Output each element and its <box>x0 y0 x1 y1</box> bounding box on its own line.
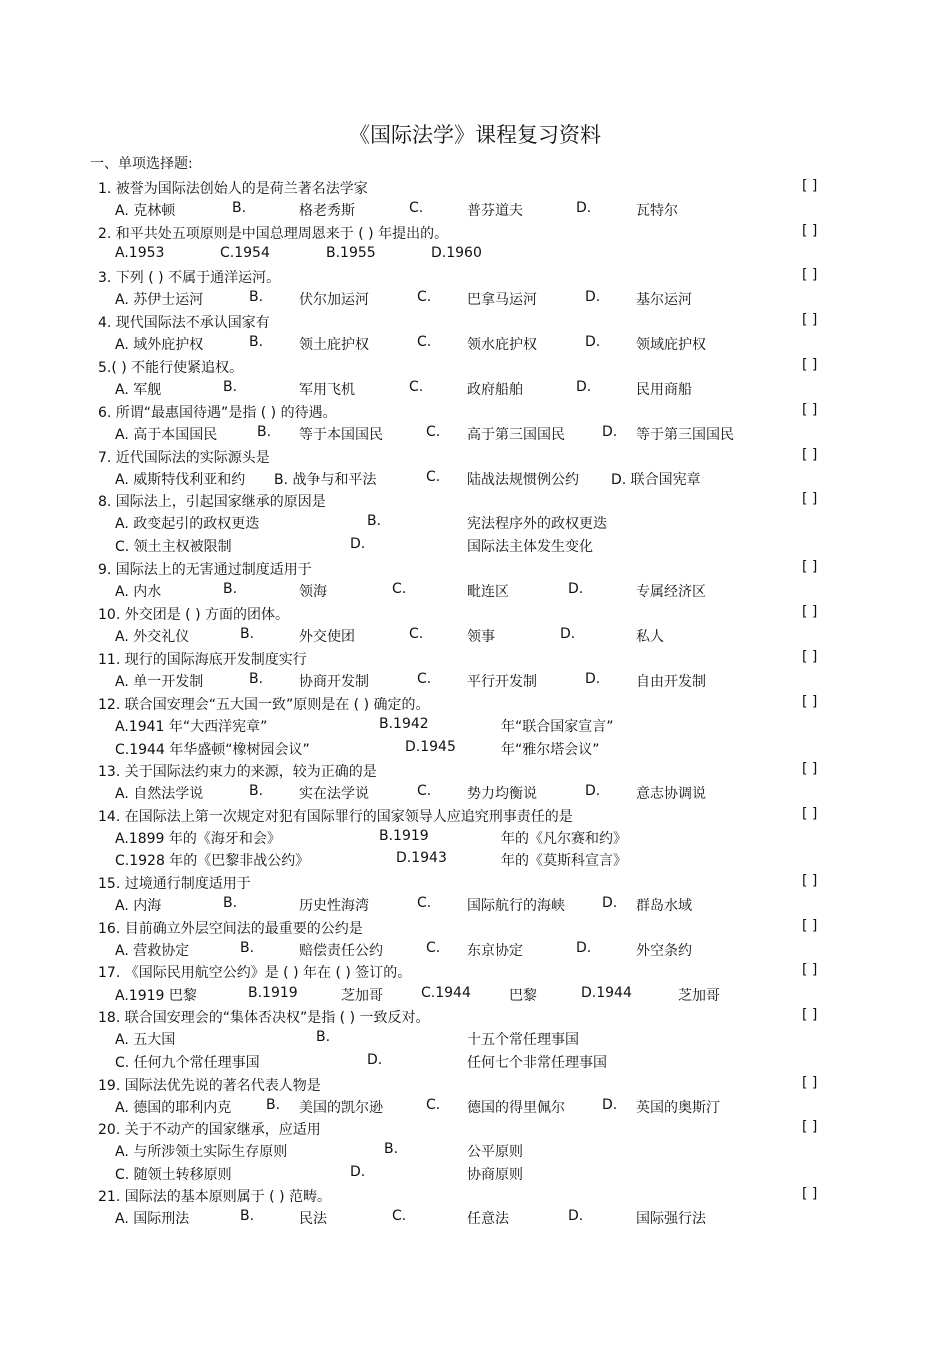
option-row <box>0 828 950 850</box>
option-text: 领海 <box>299 584 327 600</box>
option-row <box>0 581 950 603</box>
option-row <box>0 895 950 917</box>
option-row <box>0 671 950 693</box>
answer-bracket: [ ] <box>802 694 818 710</box>
option-text: 国际航行的海峡 <box>467 898 565 914</box>
question-text: 4. 现代国际法不承认国家有 <box>98 315 270 331</box>
option-text: 民用商船 <box>636 382 692 398</box>
option-text: B. <box>249 671 264 687</box>
option-text: B. <box>232 200 247 216</box>
question-text: 21. 国际法的基本原则属于 ( ) 范畴。 <box>98 1189 331 1205</box>
option-text: 宪法程序外的政权更迭 <box>467 516 607 532</box>
option-text: 国际法主体发生变化 <box>467 539 593 555</box>
option-text: 德国的得里佩尔 <box>467 1100 565 1116</box>
question-row <box>0 873 950 895</box>
question-text: 6. 所谓“最惠国待遇”是指 ( ) 的待遇。 <box>98 405 337 421</box>
option-row <box>0 536 950 558</box>
option-text: C. <box>392 581 407 597</box>
option-row <box>0 716 950 738</box>
question-text: 1. 被誉为国际法创始人的是荷兰著名法学家 <box>98 181 368 197</box>
answer-bracket: [ ] <box>802 491 818 507</box>
question-row <box>0 1075 950 1097</box>
option-text: 历史性海湾 <box>299 898 369 914</box>
option-text: D. <box>568 1208 584 1224</box>
question-text: 5.( ) 不能行使紧追权。 <box>98 360 244 376</box>
question-row <box>0 962 950 984</box>
option-text: C.1944 <box>421 985 471 1001</box>
option-text: 年的《莫斯科宣言》 <box>501 853 627 869</box>
option-text: B. <box>240 940 255 956</box>
option-text: D. <box>602 895 618 911</box>
option-row <box>0 783 950 805</box>
option-text: 英国的奥斯汀 <box>636 1100 720 1116</box>
option-text: 协商开发制 <box>299 674 369 690</box>
option-text: 赔偿责任公约 <box>299 943 383 959</box>
option-text: D. <box>568 581 584 597</box>
option-text: B.1942 <box>379 716 429 732</box>
option-text: B. <box>249 334 264 350</box>
option-text: A. 单一开发制 <box>115 674 204 690</box>
option-text: D. <box>350 1164 366 1180</box>
question-text: 15. 过境通行制度适用于 <box>98 876 251 892</box>
option-text: D. <box>576 940 592 956</box>
question-row <box>0 447 950 469</box>
answer-bracket: [ ] <box>802 267 818 283</box>
option-text: D. 联合国宪章 <box>611 472 701 488</box>
question-text: 16. 目前确立外层空间法的最重要的公约是 <box>98 921 363 937</box>
option-row <box>0 1208 950 1230</box>
option-text: 基尔运河 <box>636 292 692 308</box>
option-text: D. <box>576 379 592 395</box>
option-text: 协商原则 <box>467 1167 523 1183</box>
question-row <box>0 1186 950 1208</box>
answer-bracket: [ ] <box>802 873 818 889</box>
option-row <box>0 985 950 1007</box>
option-text: 任意法 <box>467 1211 509 1227</box>
option-text: 格老秀斯 <box>299 203 355 219</box>
option-text: C.1954 <box>220 245 270 261</box>
option-text: 等于第三国国民 <box>636 427 734 443</box>
option-text: B. <box>223 895 238 911</box>
option-text: A. 内海 <box>115 898 162 914</box>
option-text: 公平原则 <box>467 1144 523 1160</box>
option-text: C. 领土主权被限制 <box>115 539 232 555</box>
answer-bracket: [ ] <box>802 918 818 934</box>
option-text: 东京协定 <box>467 943 523 959</box>
option-text: 实在法学说 <box>299 786 369 802</box>
option-text: B. <box>240 1208 255 1224</box>
question-row <box>0 357 950 379</box>
option-text: D. <box>585 671 601 687</box>
question-text: 9. 国际法上的无害通过制度适用于 <box>98 562 312 578</box>
answer-bracket: [ ] <box>802 447 818 463</box>
option-text: A.1899 年的《海牙和会》 <box>115 831 281 847</box>
question-row <box>0 649 950 671</box>
answer-bracket: [ ] <box>802 178 818 194</box>
option-text: B. <box>223 379 238 395</box>
option-text: 毗连区 <box>467 584 509 600</box>
option-text: D. <box>602 1097 618 1113</box>
option-text: B. <box>266 1097 281 1113</box>
question-text: 14. 在国际法上第一次规定对犯有国际罪行的国家领导人应追究刑事责任的是 <box>98 809 573 825</box>
question-text: 18. 联合国安理会的“集体否决权”是指 ( ) 一致反对。 <box>98 1010 430 1026</box>
option-row <box>0 245 950 267</box>
question-row <box>0 918 950 940</box>
option-text: 等于本国国民 <box>299 427 383 443</box>
option-text: D. <box>585 289 601 305</box>
option-text: B.1919 <box>248 985 298 1001</box>
option-text: D.1945 <box>405 739 456 755</box>
answer-bracket: [ ] <box>802 559 818 575</box>
question-row <box>0 694 950 716</box>
option-text: 外交使团 <box>299 629 355 645</box>
question-text: 8. 国际法上，引起国家继承的原因是 <box>98 494 326 510</box>
option-text: C. <box>409 626 424 642</box>
option-text: 伏尔加运河 <box>299 292 369 308</box>
option-row <box>0 1097 950 1119</box>
option-text: A. 营救协定 <box>115 943 190 959</box>
option-text: C. <box>417 334 432 350</box>
option-text: A.1941 年“大西洋宪章” <box>115 719 268 735</box>
question-row <box>0 178 950 200</box>
question-row <box>0 1007 950 1029</box>
option-text: C. <box>409 200 424 216</box>
option-text: 芝加哥 <box>341 988 383 1004</box>
option-row <box>0 739 950 761</box>
option-row <box>0 334 950 356</box>
question-row <box>0 559 950 581</box>
option-text: C. 随领土转移原则 <box>115 1167 232 1183</box>
option-text: A. 高于本国国民 <box>115 427 218 443</box>
answer-bracket: [ ] <box>802 1075 818 1091</box>
option-text: A. 五大国 <box>115 1032 176 1048</box>
option-row <box>0 289 950 311</box>
question-text: 12. 联合国安理会“五大国一致”原则是在 ( ) 确定的。 <box>98 697 430 713</box>
option-text: 军用飞机 <box>299 382 355 398</box>
question-row <box>0 402 950 424</box>
question-row <box>0 312 950 334</box>
option-row <box>0 1141 950 1163</box>
option-text: A. 与所涉领土实际生存原则 <box>115 1144 288 1160</box>
question-text: 10. 外交团是 ( ) 方面的团体。 <box>98 607 289 623</box>
option-text: A. 外交礼仪 <box>115 629 190 645</box>
option-row <box>0 424 950 446</box>
option-text: 芝加哥 <box>678 988 720 1004</box>
option-text: 领事 <box>467 629 495 645</box>
option-text: A. 军舰 <box>115 382 162 398</box>
question-row <box>0 491 950 513</box>
option-text: 年“雅尔塔会议” <box>501 742 600 758</box>
option-text: 瓦特尔 <box>636 203 678 219</box>
question-row <box>0 223 950 245</box>
question-row <box>0 761 950 783</box>
option-text: 领域庇护权 <box>636 337 706 353</box>
option-row <box>0 850 950 872</box>
option-text: 普芬道夫 <box>467 203 523 219</box>
option-text: B. <box>316 1029 331 1045</box>
option-text: D.1943 <box>396 850 447 866</box>
option-text: C. <box>409 379 424 395</box>
question-text: 19. 国际法优先说的著名代表人物是 <box>98 1078 321 1094</box>
option-text: D. <box>350 536 366 552</box>
question-text: 20. 关于不动产的国家继承，应适用 <box>98 1122 321 1138</box>
option-text: 民法 <box>299 1211 327 1227</box>
option-text: A. 德国的耶利内克 <box>115 1100 232 1116</box>
option-text: 巴拿马运河 <box>467 292 537 308</box>
option-text: B.1955 <box>326 245 376 261</box>
question-row <box>0 806 950 828</box>
option-text: 平行开发制 <box>467 674 537 690</box>
option-row <box>0 1164 950 1186</box>
question-text: 3. 下列 ( ) 不属于通洋运河。 <box>98 270 281 286</box>
option-text: C. <box>417 895 432 911</box>
answer-bracket: [ ] <box>802 402 818 418</box>
option-row <box>0 626 950 648</box>
option-text: 高于第三国国民 <box>467 427 565 443</box>
option-row <box>0 200 950 222</box>
answer-bracket: [ ] <box>802 1007 818 1023</box>
option-text: C. <box>426 1097 441 1113</box>
question-row <box>0 267 950 289</box>
question-text: 2. 和平共处五项原则是中国总理周恩来于 ( ) 年提出的。 <box>98 226 449 242</box>
option-text: D.1944 <box>581 985 632 1001</box>
option-text: C. <box>426 940 441 956</box>
section-heading: 一、单项选择题: <box>90 156 193 172</box>
option-row <box>0 379 950 401</box>
option-text: 外空条约 <box>636 943 692 959</box>
option-text: C. <box>417 671 432 687</box>
document-title: 《国际法学》课程复习资料 <box>349 123 601 147</box>
option-text: C. <box>417 289 432 305</box>
option-text: A. 苏伊士运河 <box>115 292 204 308</box>
option-row <box>0 1052 950 1074</box>
option-text: 任何七个非常任理事国 <box>467 1055 607 1071</box>
option-text: C.1944 年华盛顿“橡树园会议” <box>115 742 310 758</box>
option-text: C.1928 年的《巴黎非战公约》 <box>115 853 310 869</box>
question-text: 13. 关于国际法约束力的来源，较为正确的是 <box>98 764 377 780</box>
option-row <box>0 940 950 962</box>
answer-bracket: [ ] <box>802 604 818 620</box>
option-text: B. <box>223 581 238 597</box>
answer-bracket: [ ] <box>802 806 818 822</box>
option-text: D. <box>585 783 601 799</box>
answer-bracket: [ ] <box>802 649 818 665</box>
option-text: 巴黎 <box>509 988 537 1004</box>
answer-bracket: [ ] <box>802 357 818 373</box>
option-text: 领水庇护权 <box>467 337 537 353</box>
option-text: D.1960 <box>431 245 482 261</box>
question-text: 11. 现行的国际海底开发制度实行 <box>98 652 307 668</box>
option-text: D. <box>367 1052 383 1068</box>
option-text: C. <box>392 1208 407 1224</box>
answer-bracket: [ ] <box>802 761 818 777</box>
answer-bracket: [ ] <box>802 1119 818 1135</box>
option-text: B. <box>367 513 382 529</box>
option-text: 私人 <box>636 629 664 645</box>
option-text: A.1919 巴黎 <box>115 988 197 1004</box>
option-text: D. <box>560 626 576 642</box>
option-text: A. 国际刑法 <box>115 1211 190 1227</box>
answer-bracket: [ ] <box>802 962 818 978</box>
option-text: 十五个常任理事国 <box>467 1032 579 1048</box>
option-text: C. 任何九个常任理事国 <box>115 1055 260 1071</box>
option-text: 陆战法规惯例公约 <box>467 472 579 488</box>
answer-bracket: [ ] <box>802 223 818 239</box>
option-text: 势力均衡说 <box>467 786 537 802</box>
option-text: 年“联合国家宣言” <box>501 719 614 735</box>
option-text: B.1919 <box>379 828 429 844</box>
question-row <box>0 1119 950 1141</box>
option-text: C. <box>426 469 441 485</box>
question-text: 17. 《国际民用航空公约》是 ( ) 年在 ( ) 签订的。 <box>98 965 412 981</box>
option-text: A. 政变起引的政权更迭 <box>115 516 260 532</box>
option-row <box>0 513 950 535</box>
option-text: C. <box>417 783 432 799</box>
answer-bracket: [ ] <box>802 312 818 328</box>
option-text: A. 自然法学说 <box>115 786 204 802</box>
option-text: 年的《凡尔赛和约》 <box>501 831 627 847</box>
answer-bracket: [ ] <box>802 1186 818 1202</box>
option-text: 意志协调说 <box>636 786 706 802</box>
option-text: 国际强行法 <box>636 1211 706 1227</box>
option-text: A. 威斯特伐利亚和约 <box>115 472 246 488</box>
option-text: B. <box>257 424 272 440</box>
option-text: B. <box>249 289 264 305</box>
option-text: B. 战争与和平法 <box>274 472 377 488</box>
option-text: 政府船舶 <box>467 382 523 398</box>
option-text: D. <box>576 200 592 216</box>
question-row <box>0 604 950 626</box>
option-row <box>0 1029 950 1051</box>
option-text: D. <box>602 424 618 440</box>
option-text: A. 克林顿 <box>115 203 176 219</box>
option-text: C. <box>426 424 441 440</box>
option-text: 自由开发制 <box>636 674 706 690</box>
option-text: B. <box>249 783 264 799</box>
option-text: D. <box>585 334 601 350</box>
option-row <box>0 469 950 491</box>
option-text: 领土庇护权 <box>299 337 369 353</box>
option-text: 群岛水域 <box>636 898 692 914</box>
option-text: B. <box>240 626 255 642</box>
option-text: A. 内水 <box>115 584 162 600</box>
option-text: A. 域外庇护权 <box>115 337 204 353</box>
question-text: 7. 近代国际法的实际源头是 <box>98 450 270 466</box>
option-text: 专属经济区 <box>636 584 706 600</box>
option-text: A.1953 <box>115 245 165 261</box>
option-text: 美国的凯尔逊 <box>299 1100 383 1116</box>
option-text: B. <box>384 1141 399 1157</box>
